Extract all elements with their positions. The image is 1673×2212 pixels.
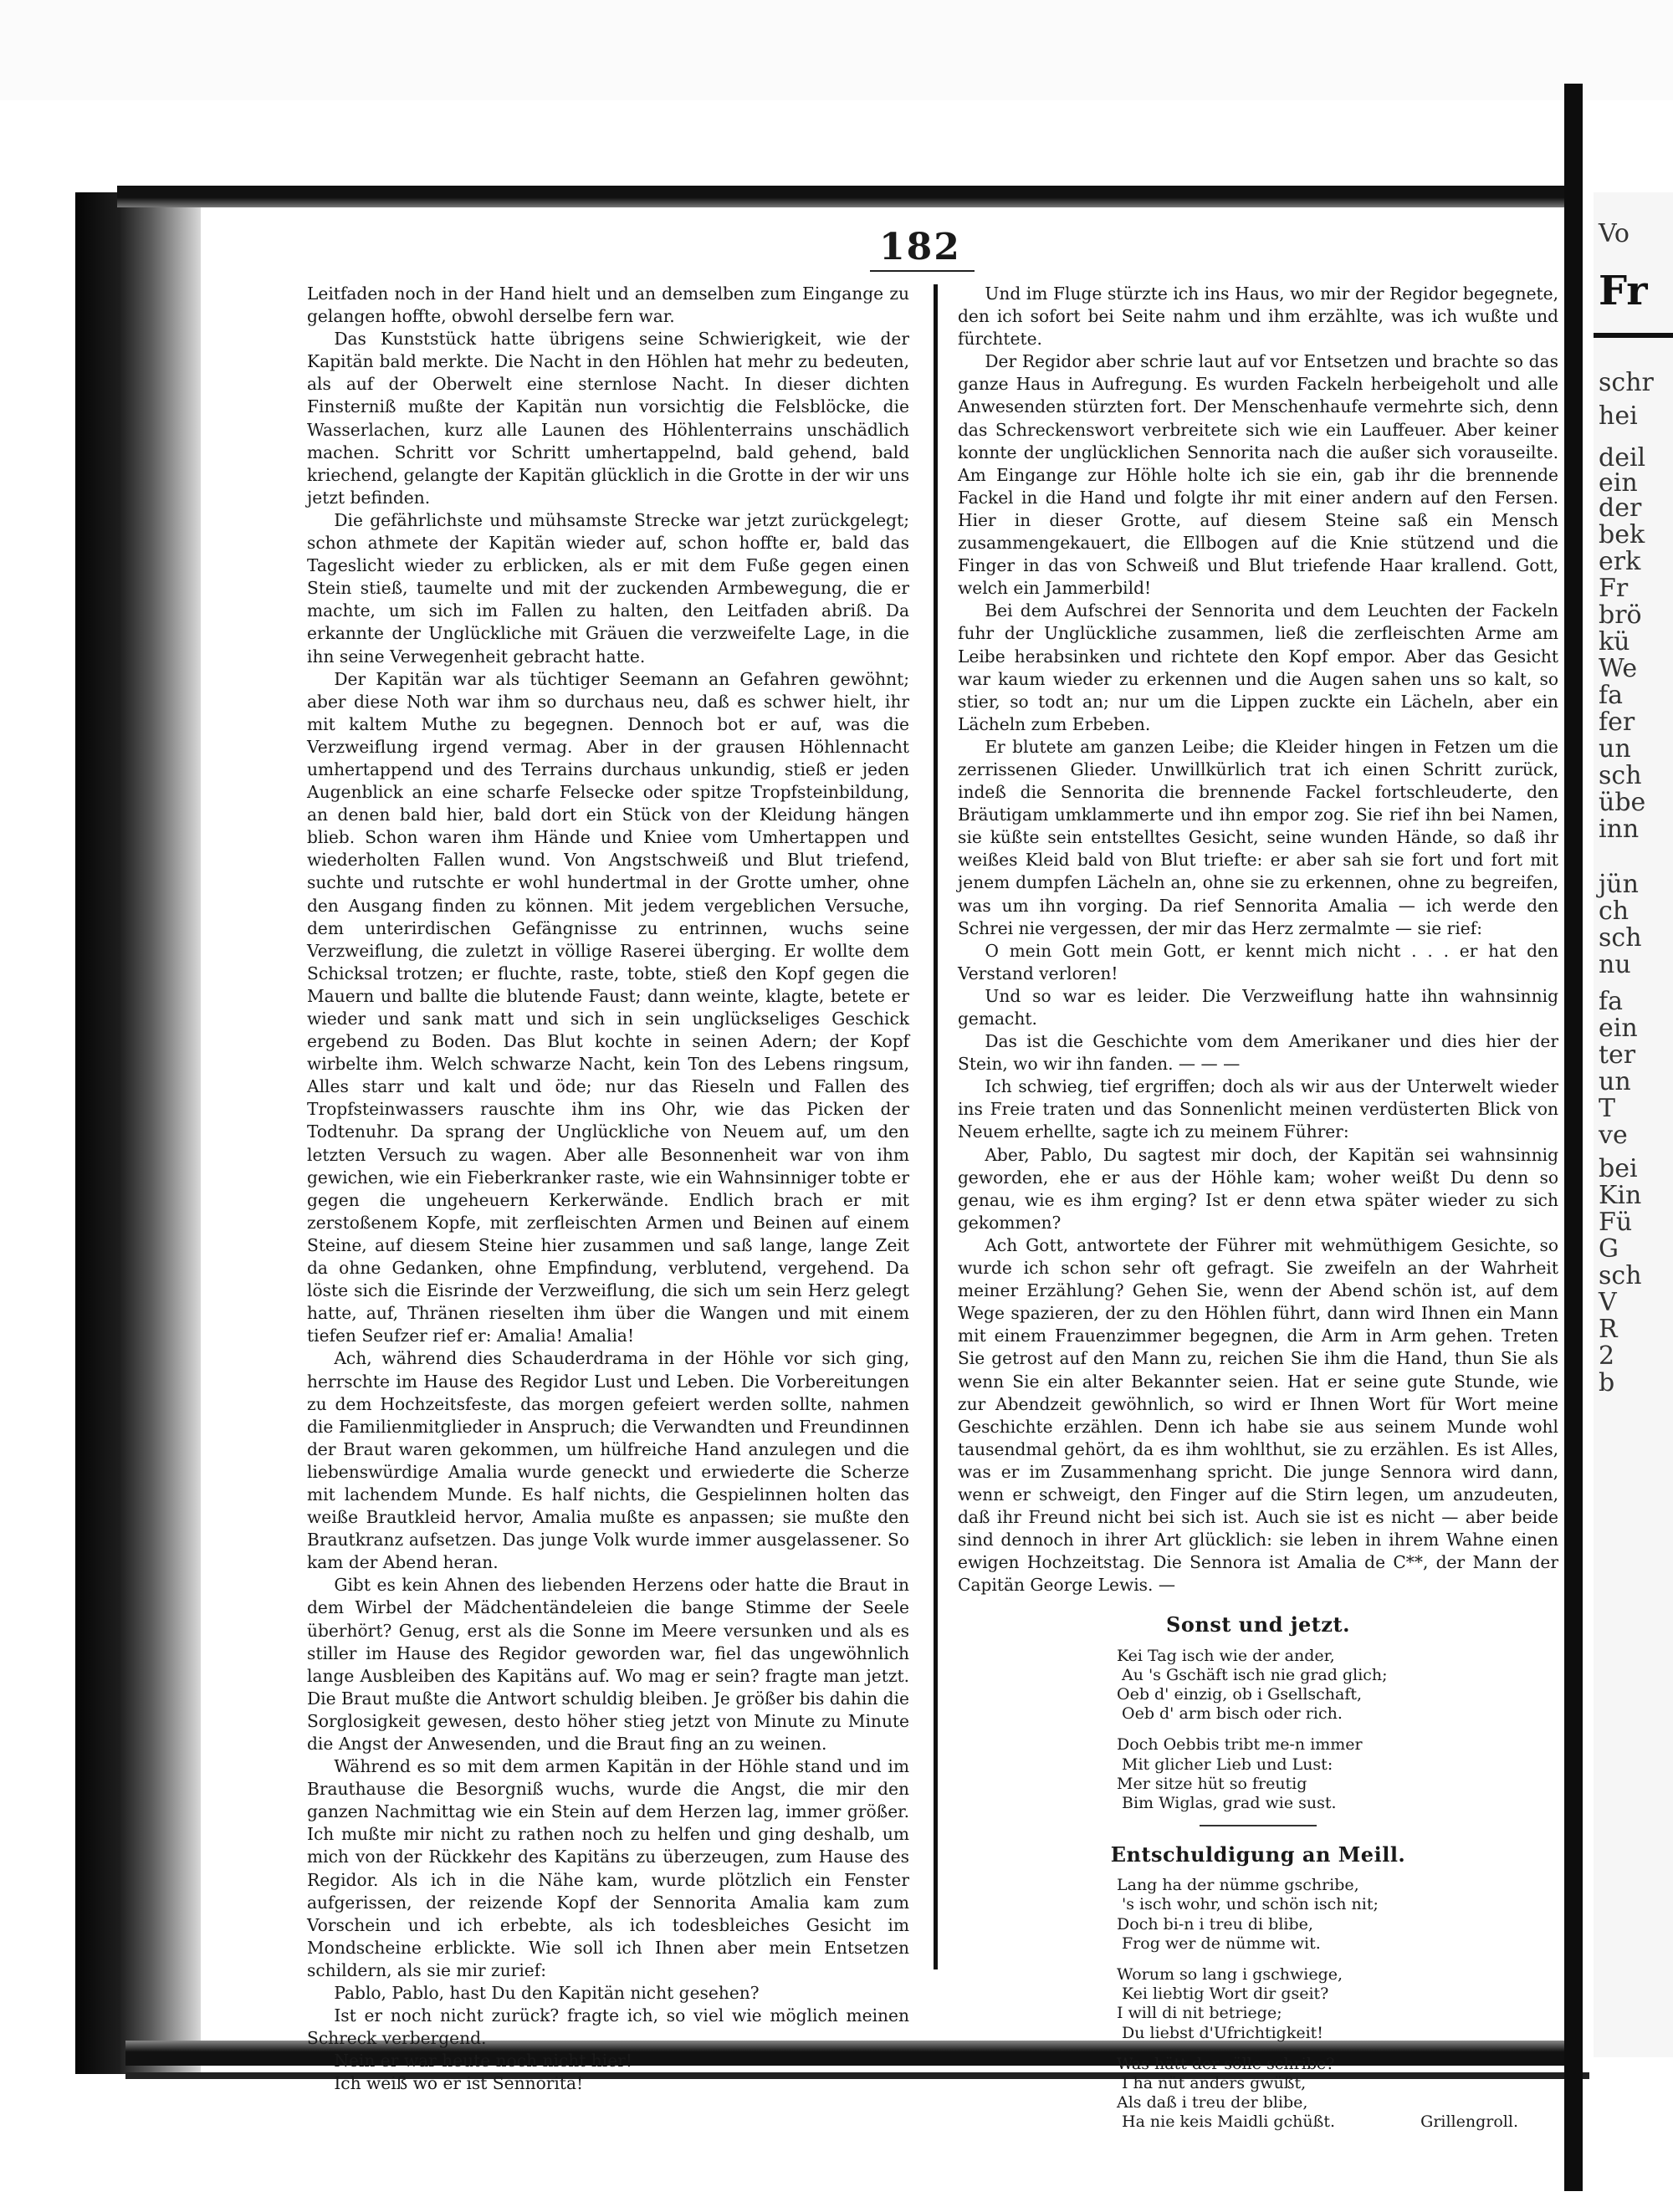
- poem-stanza: [1117, 1876, 1558, 1954]
- next-page-rule: [1594, 333, 1673, 338]
- poem-line: Bim Wiglas, grad wie sust.: [1122, 1793, 1337, 1812]
- poem-line: Kei Tag isch wie der ander,: [1117, 1646, 1335, 1665]
- next-page-text-fragment: sch: [1599, 1261, 1642, 1290]
- article-paragraph: Und so war es leider. Die Verzweiflung hatte ihn wahnsinnig gemacht.: [958, 985, 1558, 1029]
- next-page-text-fragment: bei: [1599, 1154, 1638, 1183]
- next-page-text-fragment: 2: [1599, 1341, 1615, 1371]
- article-paragraph: Gibt es kein Ahnen des liebenden Herzens oder hatte die Braut in dem Wirbel der Mädchentändeleien die bange Stimme der Seele überhört? Genug, erst als die Sonne im Meere versunken und als es stiller im Hause des Regidor geworden war, fiel das ungewöhnlich lange Ausbleiben des Kapitäns auf. Wo mag er sein? fragte man jetzt. Die Braut mußte die Antwort schuldig bleiben. Je größer bis dahin die Sorglosigkeit gewesen, desto höher stieg jetzt von Minute zu Minute die Angst der Anwesenden, und die Braut fing an zu weinen.: [307, 1575, 909, 1754]
- next-page-text-fragment: sch: [1599, 923, 1642, 953]
- article-paragraph: Ach Gott, antwortete der Führer mit wehmüthigem Gesichte, so wurde ich schon sehr oft gefragt. Sie zweifeln an der Wahrheit meiner Erzählung? Gehen Sie, wenn der Abend schön ist, auf dem Wege spazieren, der zu den Höhlen führt, dann wird Ihnen ein Mann mit einem Frauenzimmer begegnen, die Arm in Arm gehen. Treten Sie getrost auf den Mann zu, reichen Sie ihm die Hand, thun Sie als wenn Sie ein alter Bekannter seien. Hat er seine gute Stunde, wie zur Abendzeit gewöhnlich, so wird er Ihnen Wort für Wort meine Geschichte erzählen. Denn ich habe sie aus seinem Munde wohl tausendmal gehört, da es ihm wohlthut, sie zu erzählen. Es ist Alles, was er im Zusammenhang spricht. Die junge Sennora wird dann, wenn er schweigt, den Finger auf die Stirn legen, um anzudeuten, daß ihr Freund nicht bei sich ist. Auch sie ist es nicht — aber beide sind dennoch in ihrer Art glücklich: sie leben in ihrem Wahne einen ewigen Hochzeitstag. Die Sennora ist Amalia de C**, der Mann der Capitän George Lewis. —: [958, 1234, 1558, 1596]
- next-page-text-fragment: brö: [1599, 600, 1642, 630]
- poem-title-entschuldigung: Entschuldigung an Meill.: [1110, 1842, 1406, 1867]
- article-paragraph: Ich weiß wo er ist Sennorita!: [334, 2073, 584, 2094]
- article-paragraph: Ich schwieg, tief ergriffen; doch als wir aus der Unterwelt wieder ins Freie traten und das Sonnenlicht meinen verdüsterten Blick von Neuem erhellte, sagte ich zu meinem Führer:: [958, 1076, 1558, 1142]
- poem-line: Frog wer de nümme wit.: [1122, 1934, 1321, 1953]
- next-page-text-fragment: sch: [1599, 761, 1642, 790]
- poem-sonst-und-jetzt: [1117, 1647, 1558, 1814]
- next-page-text-fragment: G: [1599, 1234, 1619, 1264]
- page-number: 182: [879, 226, 961, 268]
- poem-line: Oeb d' einzig, ob i Gsellschaft,: [1117, 1684, 1363, 1704]
- article-paragraph: Aber, Pablo, Du sagtest mir doch, der Kapitän sei wahnsinnig geworden, ehe er aus der Höhle kam; woher weißt Du denn so genau, wie es ihm erging? Ist er denn etwa später wieder zu sich gekommen?: [958, 1144, 1558, 1233]
- poem-stanza: [1117, 1647, 1558, 1724]
- next-page-text-fragment: übe: [1599, 788, 1646, 817]
- poem-line: Du liebst d'Ufrichtigkeit!: [1122, 2023, 1323, 2042]
- next-page-text-fragment: kü: [1599, 627, 1630, 656]
- next-page-text-fragment: bek: [1599, 520, 1645, 549]
- next-page-text-fragment: fer: [1599, 708, 1635, 737]
- article-paragraph: Und im Fluge stürzte ich ins Haus, wo mir der Regidor begegnete, den ich sofort bei Seite nahm und ihm erzählte, was ich wußte und fürchtete.: [958, 284, 1558, 350]
- next-page-text-fragment: T: [1599, 1094, 1616, 1123]
- page-edge-top: [117, 186, 1573, 207]
- next-page-text-fragment: Vo: [1599, 219, 1630, 248]
- next-page-text-fragment: jün: [1599, 870, 1639, 899]
- poem-stanza: [1117, 2055, 1518, 2133]
- next-page-text-fragment: R: [1599, 1315, 1618, 1344]
- column-divider: [934, 284, 938, 1969]
- poem-line: Was hätt der sölle schribe?: [1117, 2054, 1335, 2073]
- poem-line: Doch bi-n i treu di blibe,: [1117, 1914, 1313, 1934]
- poem-line: I will di nit betriege;: [1117, 2004, 1282, 2023]
- poem-line: Mit glicher Lieb und Lust:: [1122, 1755, 1333, 1774]
- poem-entschuldigung: [1117, 1876, 1558, 2132]
- poem-stanza: [1117, 1965, 1558, 2043]
- next-page-text-fragment: b: [1599, 1368, 1615, 1397]
- article-paragraph: Das ist die Geschichte vom dem Amerikaner und dies hier der Stein, wo wir ihn fanden. — — —: [958, 1031, 1558, 1075]
- article-paragraph: Ist er noch nicht zurück? fragte ich, so viel wie möglich meinen Schreck verbergend.: [307, 2005, 909, 2049]
- left-column: [307, 283, 909, 2096]
- article-paragraph: Die gefährlichste und mühsamste Strecke war jetzt zurückgelegt; schon athmete der Kapitän wieder auf, schon hoffte er, bald das Tageslicht wieder zu erblicken, als er mit dem Fuße gegen einen Stein stieß, taumelte und mit der zuckenden Armbewegung, die er machte, um sich im Fallen zu halten, den Leitfaden abriß. Da erkannte der Unglückliche mit Gräuen die verzweifelte Lage, in die ihn seine Verwegenheit gebracht hatte.: [307, 509, 909, 667]
- poem-line: Oeb d' arm bisch oder rich.: [1122, 1704, 1343, 1724]
- poem-title-sonst-und-jetzt: Sonst und jetzt.: [1166, 1612, 1350, 1637]
- poem-line: Worum so lang i gschwiege,: [1117, 1965, 1343, 1985]
- scan-top-margin: [0, 0, 1673, 100]
- poem-separator: [1200, 1825, 1317, 1826]
- article-paragraph: O mein Gott mein Gott, er kennt mich nicht . . . er hat den Verstand verloren!: [958, 940, 1558, 983]
- article-paragraph: Bei dem Aufschrei der Sennorita und dem Leuchten der Fackeln fuhr der Unglückliche zusammen, ließ die zerfleischten Arme am Leibe herabsinken und richtete den Kopf empor. Aber das Gesicht war kaum wieder zu erkennen und die Augen sahen uns so kalt, so stier, so todt an; nur um die Lippen zuckte ein Lächeln, aber ein Lächeln zum Erbeben.: [958, 600, 1558, 734]
- next-page-text-fragment: schr: [1599, 368, 1654, 397]
- next-page-text-fragment: inn: [1599, 815, 1640, 844]
- next-page-text-fragment: V: [1599, 1288, 1617, 1317]
- poem-line: Mer sitze hüt so freutig: [1117, 1774, 1307, 1793]
- next-page-text-fragment: der: [1599, 493, 1642, 523]
- next-page-text-fragment: ein: [1599, 1014, 1638, 1043]
- next-page-text-fragment: We: [1599, 654, 1638, 683]
- poem-line: 's isch wohr, und schön isch nit;: [1122, 1895, 1379, 1914]
- poem-author: Grillengroll.: [1420, 2112, 1518, 2132]
- poem-line: I ha nüt anders gwüßt,: [1122, 2074, 1307, 2093]
- next-page-text-fragment: ve: [1599, 1121, 1628, 1150]
- article-paragraph: Er blutete am ganzen Leibe; die Kleider hingen in Fetzen um die zerrissenen Glieder. Unwillkürlich trat ich einen Schritt zurück, indeß die Sennorita die brennende Fackel fortschleuderte, den Bräutigam umklammerte und ihn empor zog. Sie rief ihn bei Namen, sie küßte sein entstelltes Gesicht, seine wunden Hände, so daß ihr weißes Kleid bald von Blut triefte: er aber sah sie fort und fort mit jenem dumpfen Lächeln an, ohne sie zu erkennen, ohne zu begreifen, was um ihn vorging. Da rief Sennorita Amalia — ich werde den Schrei nie vergessen, der mir das Herz zermalmte — sie rief:: [958, 736, 1558, 938]
- next-page-text-fragment: Kin: [1599, 1181, 1642, 1210]
- next-page-text-fragment: un: [1599, 734, 1631, 764]
- article-paragraph: Der Regidor aber schrie laut auf vor Entsetzen und brachte so das ganze Haus in Aufregung. Es wurden Fackeln herbeigeholt und alle Anwesenden stürzten fort. Der Menschenhaufe vermehrte sich, denn das Schreckenswort verbreitete sich wie ein Lauffeuer. Aber keiner konnte der unglücklichen Sennorita nach die außer sich vorauseilte. Am Eingange zur Höhle holte ich sie ein, gab ihr die brennende Fackel in die Hand und folgte ihr mit einer andern auf den Fersen. Hier in dieser Grotte, auf diesem Steine saß ein Mensch zusammengekauert, die Ellbogen auf die Knie stützend und die Finger in das von Schweiß und Blut triefende Haar krallend. Gott, welch ein Jammerbild!: [958, 351, 1558, 599]
- next-page-text-fragment: Fr: [1599, 268, 1648, 314]
- next-page-text-fragment: fa: [1599, 987, 1623, 1016]
- next-page-text-fragment: nu: [1599, 950, 1631, 979]
- poem-line: Doch Oebbis tribt me-n immer: [1117, 1735, 1363, 1755]
- poem-line: Ha nie keis Maidli gchüßt.: [1122, 2112, 1336, 2132]
- poem-line: Lang ha der nümme gschribe,: [1117, 1876, 1359, 1895]
- poem-line: Als daß i treu der blibe,: [1117, 2093, 1308, 2112]
- page-number-rule: [870, 270, 975, 272]
- article-paragraph: Leitfaden noch in der Hand hielt und an demselben zum Eingange zu gelangen hoffte, obwohl derselbe fern war.: [307, 284, 909, 327]
- article-paragraph: Das Kunststück hatte übrigens seine Schwierigkeit, wie der Kapitän bald merkte. Die Nacht in den Höhlen hat mehr zu bedeuten, als auf der Oberwelt eine sternlose Nacht. In dieser dichten Finsterniß mußte der Kapitän nun vorsichtig die Felsblöcke, die Wasserlachen, kurz alle Launen des Höhlenterrains unschädlich machen. Schritt vor Schritt umhertappelnd, bald gehend, bald kriechend, gelangte der Kapitän glücklich in die Grotte in der wir uns jetzt befinden.: [307, 329, 909, 508]
- next-page-text-fragment: Fü: [1599, 1208, 1633, 1237]
- article-paragraph: Ach, während dies Schauderdrama in der Höhle vor sich ging, herrschte im Hause des Regidor Lust und Leben. Die Vorbereitungen zu dem Hochzeitsfeste, das morgen gefeiert werden sollte, nahmen die Familienmitglieder in Anspruch; die Verwandten und Freundinnen der Braut waren gekommen, um hülfreiche Hand anzulegen und die liebenswürdige Amalia wurde geneckt und erwiederte die Scherze mit lachendem Munde. Es half nichts, die Gespielinnen holten das weiße Brautkleid hervor, Amalia mußte es anpassen; sie mußte den Brautkranz aufsetzen. Das junge Volk wurde immer ausgelassener. So kam der Abend heran.: [307, 1348, 909, 1573]
- poem-line: Au 's Gschäft isch nie grad glich;: [1122, 1665, 1388, 1684]
- next-page-text-fragment: Fr: [1599, 574, 1629, 603]
- next-page-text-fragment: erk: [1599, 547, 1641, 576]
- next-page-text-fragment: ter: [1599, 1040, 1636, 1070]
- book-binding-right: [1564, 84, 1583, 2191]
- next-page-text-fragment: ch: [1599, 897, 1630, 926]
- book-binding-left: [75, 192, 201, 2074]
- next-page-text-fragment: fa: [1599, 681, 1623, 710]
- right-column: [958, 283, 1558, 2144]
- next-page-text-fragment: un: [1599, 1067, 1631, 1096]
- article-paragraph: Nein er war heute noch nicht hier!: [334, 2051, 632, 2072]
- right-column-text: [958, 283, 1558, 1596]
- next-page-text-fragment: ein: [1599, 468, 1638, 498]
- poem-line: Kei liebtig Wort dir gseit?: [1122, 1985, 1329, 2004]
- next-page-fragment: [1594, 192, 1673, 2057]
- next-page-text-fragment: deil: [1599, 443, 1646, 473]
- next-page-text-fragment: hei: [1599, 401, 1638, 431]
- article-paragraph: Während es so mit dem armen Kapitän in der Höhle stand und im Brauthause die Besorgniß wuchs, wurde die Angst, die mir den ganzen Nachmittag wie ein Stein auf dem Herzen lag, immer größer. Ich mußte mir nicht zu rathen noch zu helfen und ging deshalb, um mich von der Rückkehr des Kapitäns zu überzeugen, zum Hause des Regidor. Als ich in die Nähe kam, wurde plötzlich ein Fenster aufgerissen, der reizende Kopf der Sennorita Amalia kam zum Vorschein und ich erbebte, als ich todesbleiches Gesicht im Mondscheine erblickte. Wie soll ich Ihnen aber mein Entsetzen schildern, als sie mir zurief:: [307, 1756, 909, 1980]
- poem-stanza: [1117, 1735, 1558, 1813]
- article-paragraph: Der Kapitän war als tüchtiger Seemann an Gefahren gewöhnt; aber diese Noth war ihm so durchaus neu, daß es schwer hielt, ihr mit kaltem Muthe zu begegnen. Dennoch bot er auf, was die Verzweiflung irgend vermag. Aber in der grausen Höhlennacht umhertappend und des Terrains durchaus unkundig, stieß er jeden Augenblick an eine scharfe Felsecke oder spitze Tropfsteinbildung, an denen bald hier, bald dort ein Stück von der Kleidung hängen blieb. Schon waren ihm Hände und Kniee vom Umhertappen und wiederholten Fallen wund. Von Angstschweiß und Blut triefend, suchte und rutschte er wohl hundertmal in der Grotte umher, ohne den Ausgang finden zu können. Mit jedem vergeblichen Versuche, dem unterirdischen Gefängnisse zu entrinnen, wuchs seine Verzweiflung, die zuletzt in völlige Raserei überging. Er wollte dem Schicksal trotzen; er fluchte, raste, tobte, stieß den Kopf gegen die Mauern und ballte die blutende Faust; dann weinte, klagte, betete er wieder und sank matt und sich in sein unglückseliges Geschick ergebend zu Boden. Das Blut kochte in seinen Adern; der Kopf wirbelte ihm. Welch schwarze Nacht, kein Ton des Lebens ringsum, Alles starr und kalt und öde; nur das Rieseln und Fallen des Tropfsteinwassers rauschte ihm ins Ohr, wie das Picken der Todtenuhr. Da sprang der Unglückliche von Neuem auf, um den letzten Versuch zu wagen. Aber alle Besonnenheit war von ihm gewichen, wie ein Fieberkranker raste, wie ein Wahnsinniger tobte er gegen die ungeheuern Kerkerwände. Endlich brach er mit zerstoßenem Kopfe, mit zerfleischten Armen und Beinen auf einem Steine, auf diesem Steine hier zusammen und saß lange, lange Zeit da ohne Gedanken, ohne Empfindung, verblutend, vergehend. Da löste sich die Eisrinde der Verzweiflung, die sich um sein Herz gelegt hatte, auf, Thränen rieselten ihm über die Wangen und mit einem tiefen Seufzer rief er: Amalia! Amalia!: [307, 668, 909, 1346]
- article-paragraph: Pablo, Pablo, hast Du den Kapitän nicht gesehen?: [334, 1983, 760, 2004]
